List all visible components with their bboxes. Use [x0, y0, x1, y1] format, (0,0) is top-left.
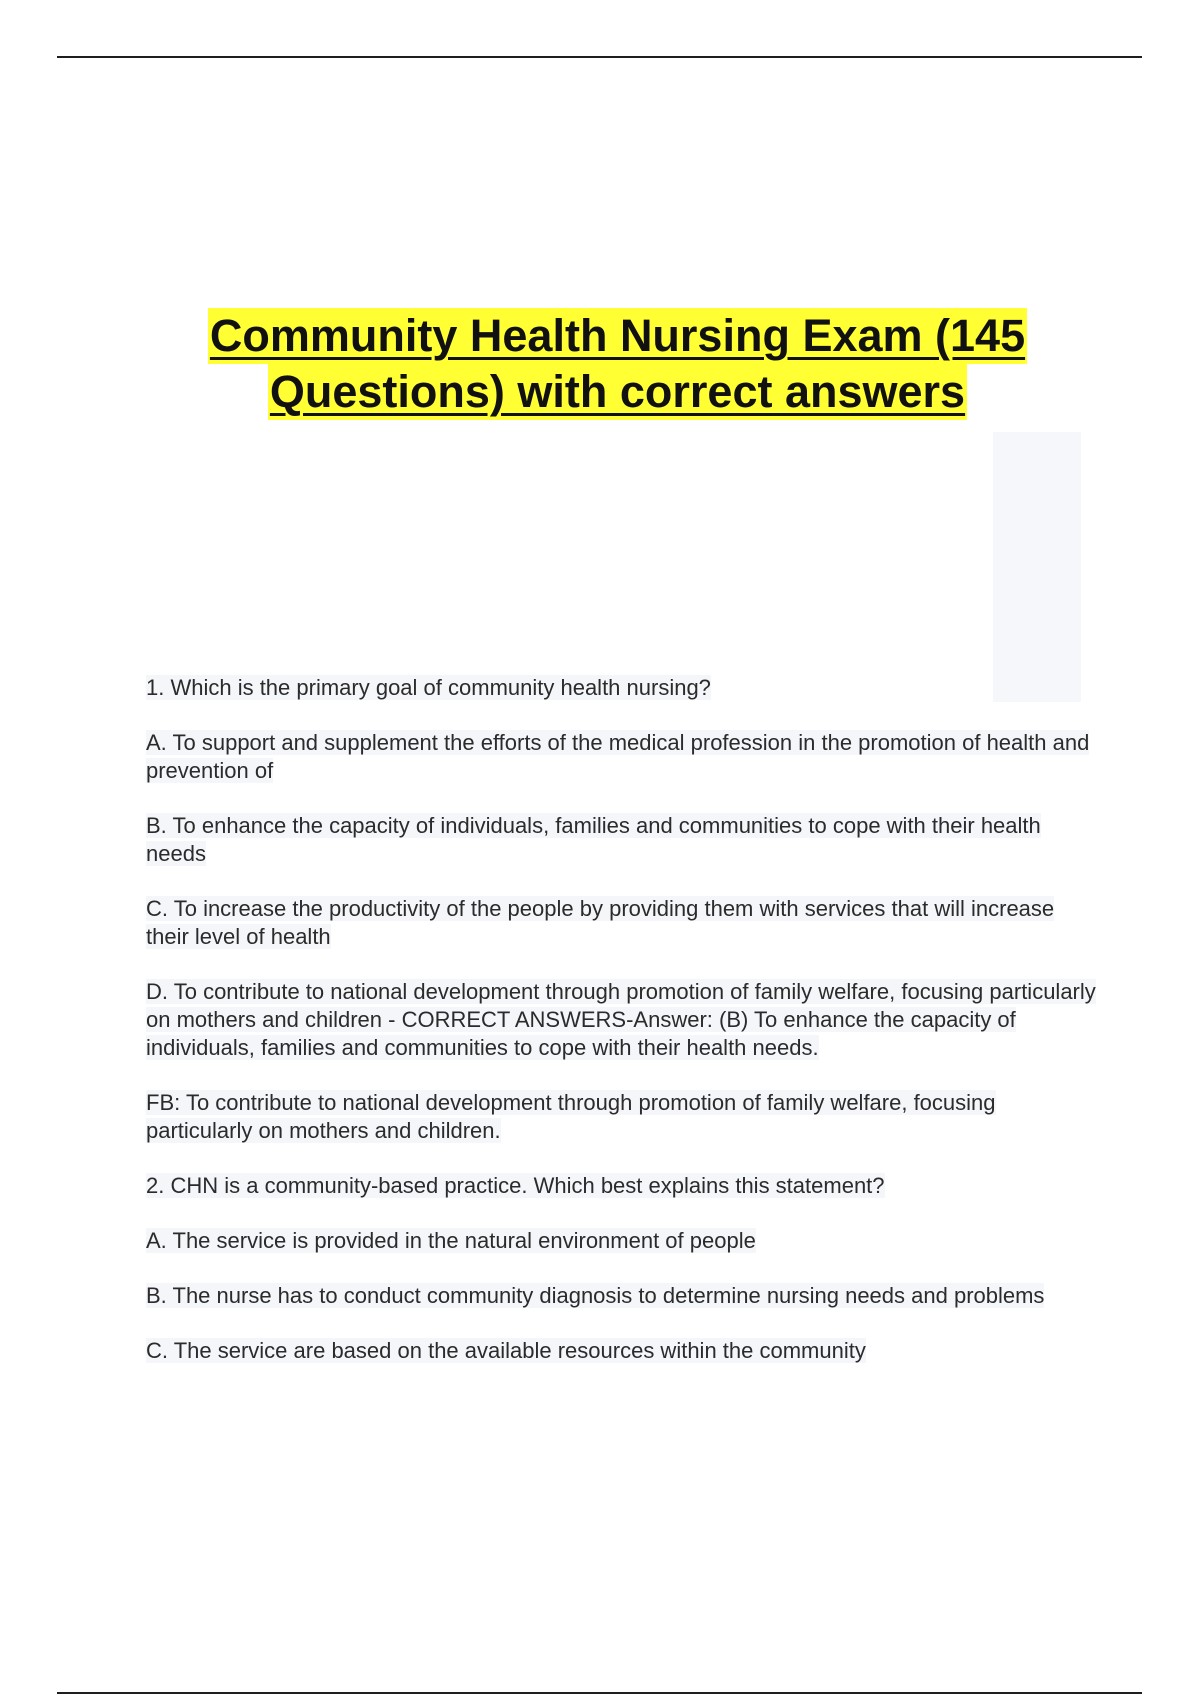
question-1-option-c: C. To increase the productivity of the people by providing them with services that will increase their level of health: [146, 896, 1055, 949]
title-line-1: Community Health Nursing Exam (145: [208, 308, 1027, 364]
top-divider: [57, 56, 1142, 58]
question-1-option-d-answer: D. To contribute to national development through promotion of family welfare, focusing particularly on mothers and children - CORRECT ANSWERS-Answer: (B) To enhance the capacity of individuals, families and communities to cope with their health needs.: [146, 979, 1096, 1060]
bottom-divider: [57, 1692, 1142, 1694]
title-line-2: Questions) with correct answers: [268, 364, 967, 420]
question-2-option-a: A. The service is provided in the natural environment of people: [146, 1228, 756, 1253]
margin-shade: [993, 432, 1081, 702]
question-1-option-b: B. To enhance the capacity of individuals, families and communities to cope with their health needs: [146, 813, 1041, 866]
question-2-option-c: C. The service are based on the available resources within the community: [146, 1338, 866, 1363]
question-1: 1. Which is the primary goal of community health nursing?: [146, 675, 711, 700]
question-2-option-b: B. The nurse has to conduct community diagnosis to determine nursing needs and problems: [146, 1283, 1045, 1308]
question-2: 2. CHN is a community-based practice. Which best explains this statement?: [146, 1173, 885, 1198]
question-1-option-a: A. To support and supplement the efforts of the medical profession in the promotion of health and prevention of: [146, 730, 1090, 783]
document-title: [0, 308, 1200, 420]
question-content: [146, 674, 1096, 1392]
question-1-feedback: FB: To contribute to national development through promotion of family welfare, focusing particularly on mothers and children.: [146, 1090, 996, 1143]
